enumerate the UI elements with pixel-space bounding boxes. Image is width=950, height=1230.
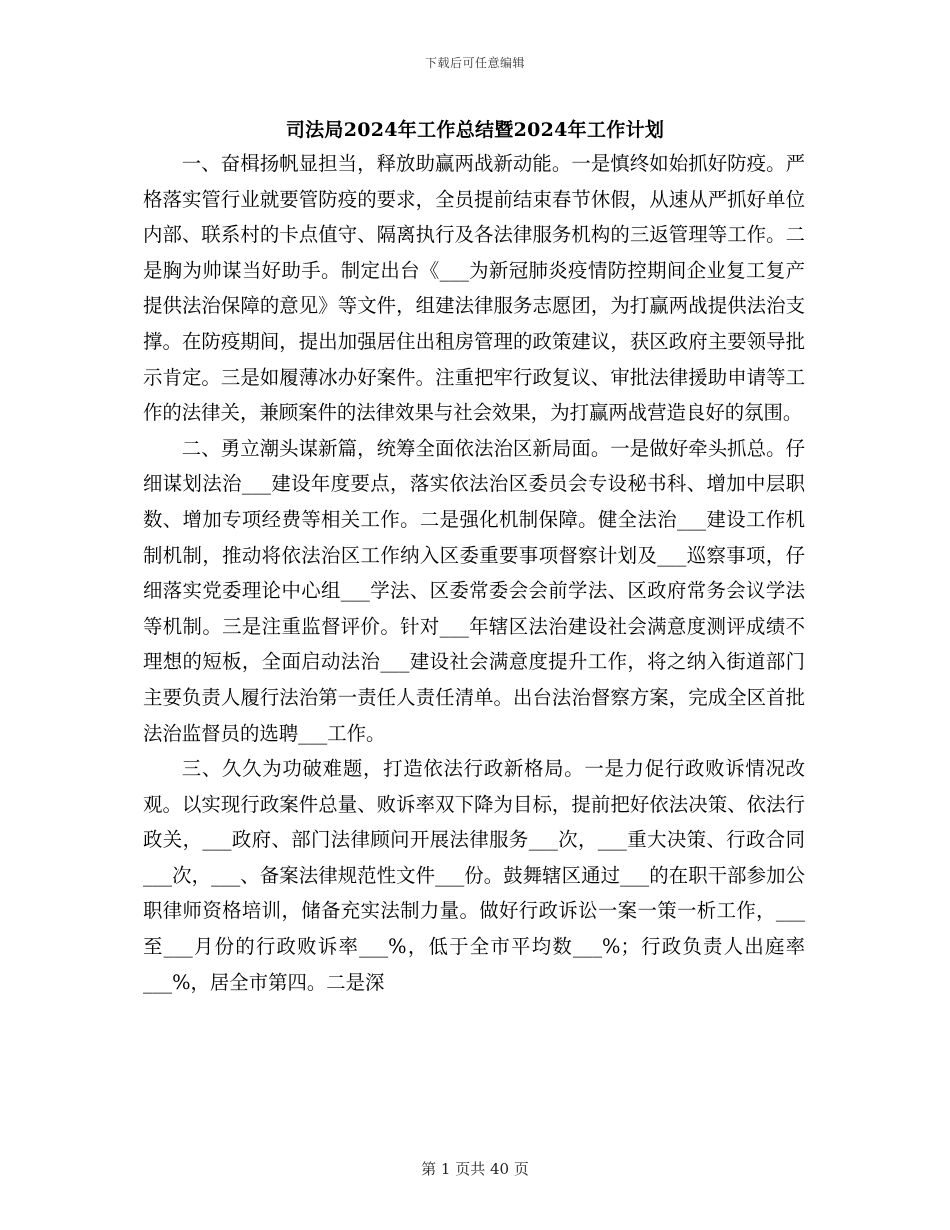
paragraph-1: 一、奋楫扬帆显担当，释放助赢两战新动能。一是慎终如始抓好防疫。严格落实管行业就要管防疫的要求，全员提前结束春节休假，从速从严抓好单位内部、联系村的卡点值守、隔离执行及各法律服务机构的三返管理等工作。二是胸为帅谋当好助手。制定出台《___为新冠肺炎疫情防控期间企业复工复产提供法治保障的意见》等文件，组建法律服务志愿团，为打赢两战提供法治支撑。在防疫期间，提出加强居住出租房管理的政策建议，获区政府主要领导批示肯定。三是如履薄冰办好案件。注重把牢行政复议、审批法律援助申请等工作的法律关，兼顾案件的法律效果与社会效果，为打赢两战营造良好的氛围。 [143,152,805,425]
page-footer-indicator: 第 1 页共 40 页 [421,1160,529,1178]
paragraph-2: 二、勇立潮头谋新篇，统筹全面依法治区新局面。一是做好牵头抓总。仔细谋划法治___建设年度要点，落实依法治区委员会专设秘书科、增加中层职数、增加专项经费等相关工作。二是强化机制保障。健全法治___建设工作机制机制，推动将依法治区工作纳入区委重要事项督察计划及___巡察事项，仔细落实党委理论中心组___学法、区委常委会会前学法、区政府常务会议学法等机制。三是注重监督评价。针对___年辖区法治建设社会满意度测评成绩不理想的短板，全面启动法治___建设社会满意度提升工作，将之纳入街道部门主要负责人履行法治第一责任人责任清单。出台法治督察方案，完成全区首批法治监督员的选聘___工作。 [143,436,805,745]
document-title: 司法局2024年工作总结暨2024年工作计划 [285,119,665,141]
page-header-note: 下载后可任意编辑 [424,56,525,70]
paragraph-3: 三、久久为功破难题，打造依法行政新格局。一是力促行政败诉情况改观。以实现行政案件总量、败诉率双下降为目标，提前把好依法决策、依法行政关，___政府、部门法律顾问开展法律服务___次，___重大决策、行政合同___次，___、备案法律规范性文件___份。鼓舞辖区通过___的在职干部参加公职律师资格培训，储备充实法制力量。做好行政诉讼一案一策一析工作，___至___月份的行政败诉率___%，低于全市平均数___%；行政负责人出庭率___%，居全市第四。二是深 [143,757,805,994]
document-body [143,146,805,1000]
